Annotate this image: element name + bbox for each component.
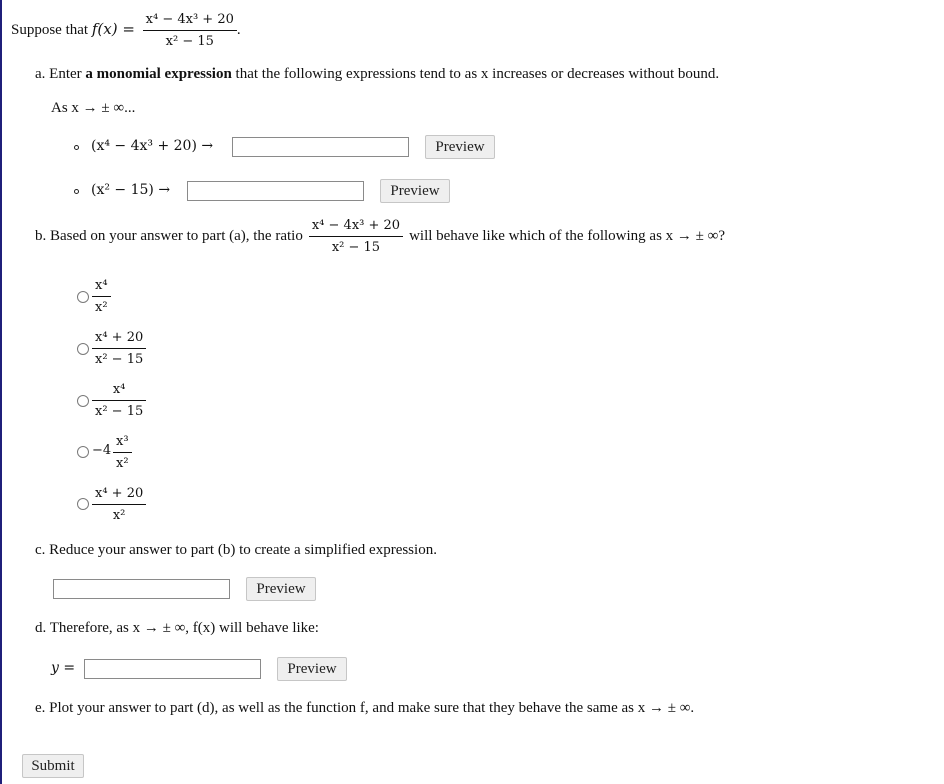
option-4-numerator: x³ <box>116 434 129 449</box>
item1-preview-button[interactable]: Preview <box>425 135 495 159</box>
option-3-radio[interactable] <box>77 395 89 407</box>
bullet-1 <box>74 145 79 150</box>
item2-answer-input[interactable] <box>187 181 364 201</box>
intro-period: . <box>236 21 241 38</box>
option-1-fraction <box>92 278 111 315</box>
y-equals-label: y = <box>51 660 76 676</box>
part-c-prompt: c. Reduce your answer to part (b) to create a simplified expression. <box>35 542 437 558</box>
part-a-rest: that the following expressions tend to as x increases or decreases without bound. <box>231 66 720 82</box>
option-3-fraction <box>92 382 146 419</box>
part-b-ratio-denominator: x² − 15 <box>309 236 403 255</box>
option-4-fraction <box>113 434 132 471</box>
part-c-answer-input[interactable] <box>53 579 230 599</box>
item1-expression: (x⁴ − 4x³ + 20) → <box>91 138 214 154</box>
item1-answer-input[interactable] <box>232 137 409 157</box>
option-5-fraction <box>92 486 146 523</box>
option-5-radio[interactable] <box>77 498 89 510</box>
option-4-radio[interactable] <box>77 446 89 458</box>
part-e-prompt: e. Plot your answer to part (d), as well as the function f, and make sure that they behave the same as x → ± ∞. <box>35 700 695 716</box>
part-a-prompt <box>35 66 719 83</box>
intro-statement <box>11 12 241 49</box>
part-d-preview-button[interactable]: Preview <box>277 657 347 681</box>
bullet-2 <box>74 189 79 194</box>
part-b-prompt <box>35 218 725 255</box>
part-b-ratio-numerator: x⁴ − 4x³ + 20 <box>311 218 401 233</box>
intro-denominator: x² − 15 <box>143 30 237 49</box>
left-border <box>0 0 2 784</box>
option-4-denominator: x² <box>113 452 132 471</box>
intro-prefix: Suppose that <box>11 21 92 38</box>
part-b-ratio <box>309 218 403 255</box>
option-3-numerator: x⁴ <box>112 382 126 397</box>
part-c-preview-button[interactable]: Preview <box>246 577 316 601</box>
part-d-prompt: d. Therefore, as x → ± ∞, f(x) will behave like: <box>35 620 319 636</box>
option-2-denominator: x² − 15 <box>92 348 146 367</box>
option-2-radio[interactable] <box>77 343 89 355</box>
as-x-line: As x → ± ∞... <box>51 100 136 116</box>
part-d-answer-input[interactable] <box>84 659 261 679</box>
option-1-denominator: x² <box>92 296 111 315</box>
option-1-radio[interactable] <box>77 291 89 303</box>
submit-button[interactable]: Submit <box>22 754 84 778</box>
option-1-numerator: x⁴ <box>95 278 108 293</box>
intro-function: f(x) = <box>91 19 135 38</box>
part-b-lead: b. Based on your answer to part (a), the ratio <box>35 228 303 244</box>
item2-preview-button[interactable]: Preview <box>380 179 450 203</box>
part-b-trail: will behave like which of the following as x → ± ∞? <box>409 228 725 244</box>
item2-expression: (x² − 15) → <box>91 182 171 198</box>
option-2-numerator: x⁴ + 20 <box>95 330 144 345</box>
intro-fraction <box>143 12 237 49</box>
option-5-denominator: x² <box>92 504 146 523</box>
option-5-numerator: x⁴ + 20 <box>95 486 144 501</box>
part-a-label: a. Enter <box>35 66 86 82</box>
intro-numerator: x⁴ − 4x³ + 20 <box>145 12 234 27</box>
option-2-fraction <box>92 330 146 367</box>
part-a-bold: a monomial expression <box>85 66 232 82</box>
option-4-prefix: −4 <box>92 443 112 458</box>
option-3-denominator: x² − 15 <box>92 400 146 419</box>
